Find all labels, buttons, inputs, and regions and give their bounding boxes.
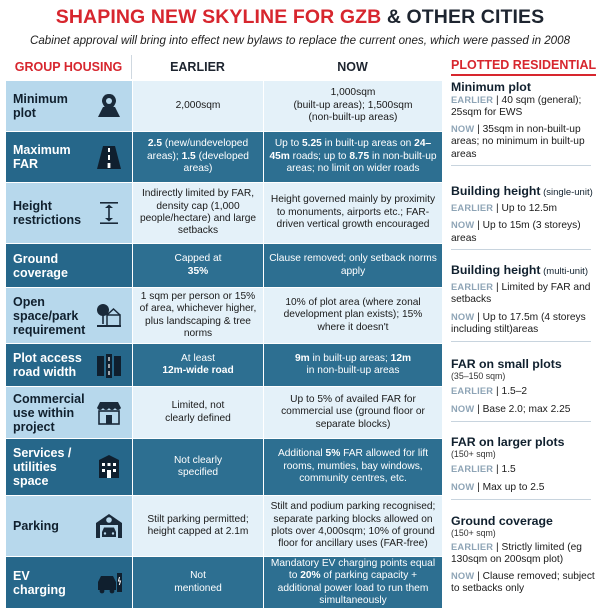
block-title-note: (multi-unit) [540, 266, 588, 277]
now-value: | Clause removed; subject to setbacks only [451, 570, 595, 595]
earlier-header: EARLIER [170, 60, 225, 74]
map-pin-icon [94, 91, 124, 121]
road-icon [94, 142, 124, 172]
now-cell [263, 244, 442, 287]
table-row [6, 387, 442, 438]
table-row [6, 244, 442, 287]
now-line [451, 311, 596, 337]
earlier-tag: EARLIER [451, 386, 494, 396]
divider [451, 421, 591, 422]
earlier-text: Limited, not clearly defined [165, 400, 231, 424]
row-label-cell [6, 244, 132, 287]
plotted-block-far-small [451, 357, 596, 422]
parking-garage-icon [94, 511, 124, 541]
earlier-value: | 1.5 [493, 464, 516, 475]
now-text: Up to 5.25 in built-up areas on 24–45m roads; up to 8.75 in non-built-up areas; no limit on wider roads [269, 138, 437, 175]
earlier-value: | 1.5–2 [493, 386, 528, 397]
now-header: NOW [337, 60, 368, 74]
row-label: Minimum plot [13, 92, 68, 120]
plotted-block-ground-coverage [451, 514, 596, 596]
row-label-cell [6, 387, 132, 438]
block-subtitle: (150+ sqm) [451, 528, 496, 538]
block-title-note: (single-unit) [540, 187, 593, 198]
table-row [6, 496, 442, 556]
earlier-line [451, 541, 596, 567]
earlier-value: | 40 sqm (general); 25sqm for EWS [451, 95, 582, 119]
earlier-cell [132, 81, 263, 131]
now-text: Up to 5% of availed FAR for commercial use (ground floor or separate blocks) [281, 393, 425, 430]
now-cell [263, 132, 442, 182]
now-line [451, 219, 596, 245]
now-tag: NOW [451, 404, 475, 415]
earlier-text: 2,000sqm [175, 99, 221, 111]
now-tag: NOW [451, 123, 475, 134]
earlier-cell [132, 183, 263, 243]
block-title [451, 263, 596, 277]
now-text: 1,000sqm (built-up areas); 1,500sqm (non-built-up areas) [293, 87, 413, 124]
block-title: FAR on larger plots [451, 435, 565, 449]
park-icon [94, 301, 124, 331]
earlier-line [451, 385, 596, 398]
divider [451, 499, 591, 500]
now-tag: NOW [451, 482, 475, 493]
block-subtitle: (35–150 sqm) [451, 371, 506, 381]
group-housing-table [6, 55, 442, 608]
earlier-text: Indirectly limited by FAR, density cap (1,000 people/hectare) and large setbacks [139, 188, 257, 237]
earlier-cell [132, 244, 263, 287]
divider [451, 249, 591, 250]
earlier-line [451, 281, 596, 307]
earlier-cell [132, 496, 263, 556]
now-text: Clause removed; only setback norms apply [269, 253, 437, 277]
row-label: Ground coverage [13, 251, 68, 280]
vertical-arrows-icon [94, 198, 124, 228]
now-cell [263, 387, 442, 438]
row-label: Parking [13, 519, 59, 533]
now-value: | Up to 17.5m (4 storeys including stilt)areas [451, 311, 586, 336]
now-line [451, 123, 596, 161]
row-label: Plot access road width [13, 351, 82, 379]
plotted-block-height-single [451, 184, 596, 250]
now-line [451, 570, 596, 596]
earlier-cell [132, 288, 263, 343]
row-label-cell [6, 183, 132, 243]
plotted-block-minimum-plot [451, 80, 596, 166]
table-row [6, 132, 442, 182]
earlier-cell [132, 344, 263, 386]
now-text: 9m in built-up areas; 12m in non-built-up areas [294, 352, 412, 376]
now-cell [263, 557, 442, 608]
row-label-cell [6, 496, 132, 556]
earlier-tag: EARLIER [451, 95, 494, 105]
block-title: Minimum plot [451, 80, 531, 94]
earlier-cell [132, 132, 263, 182]
now-cell [263, 183, 442, 243]
earlier-line [451, 463, 596, 476]
now-tag: NOW [451, 311, 475, 322]
row-label: Maximum FAR [13, 143, 71, 171]
shop-icon [94, 398, 124, 428]
now-text: Stilt and podium parking recognised; separate parking blocks allowed on plots over 4,000sqm; 10% of ground floor for ancillary uses (FAR-free) [270, 501, 436, 550]
earlier-cell [132, 387, 263, 438]
table-row [6, 81, 442, 131]
row-label: Open space/park requirement [13, 294, 86, 337]
now-text: Mandatory EV charging points equal to 20% of parking capacity + additional power load to run them simultaneously [270, 557, 436, 606]
building-services-icon [94, 452, 124, 482]
now-cell [263, 344, 442, 386]
earlier-tag: EARLIER [451, 203, 494, 213]
now-cell [263, 288, 442, 343]
now-text: 10% of plot area (where zonal development plan exists); 15% where it doesn't [283, 296, 423, 333]
block-title-text: Building height [451, 263, 541, 277]
earlier-text: At least 12m-wide road [162, 352, 234, 376]
block-title: Ground coverage [451, 514, 553, 528]
now-cell [263, 496, 442, 556]
now-tag: NOW [451, 570, 475, 581]
row-label-cell [6, 288, 132, 343]
earlier-line [451, 202, 596, 215]
row-label-cell [6, 344, 132, 386]
plotted-block-height-multi [451, 263, 596, 342]
earlier-tag: EARLIER [451, 464, 494, 474]
now-cell [263, 439, 442, 495]
table-row [6, 344, 442, 386]
row-label-cell [6, 557, 132, 608]
now-tag: NOW [451, 220, 475, 231]
row-label: EV charging [13, 568, 66, 597]
block-title [451, 184, 596, 198]
now-line [451, 403, 596, 416]
row-label: Services / utilities space [13, 446, 72, 488]
plotted-residential-panel [451, 58, 596, 76]
earlier-text: Capped at 35% [174, 253, 222, 277]
now-value: | 35sqm in non-built-up areas; no minimum in built-up areas [451, 123, 585, 160]
table-row [6, 557, 442, 608]
title-dark: & OTHER CITIES [381, 6, 545, 28]
table-row [6, 288, 442, 343]
plotted-header: PLOTTED RESIDENTIAL [451, 58, 596, 76]
title-red: SHAPING NEW SKYLINE FOR GZB [55, 6, 382, 28]
earlier-text: Stilt parking permitted; height capped at 2.1m [147, 513, 249, 537]
earlier-line [451, 94, 596, 120]
block-title-text: Building height [451, 184, 541, 198]
now-value: | Up to 15m (3 storeys) areas [451, 220, 581, 244]
earlier-value: | Up to 12.5m [493, 203, 558, 214]
row-label-cell [6, 81, 132, 131]
now-value: | Base 2.0; max 2.25 [474, 404, 571, 416]
road-buildings-icon [94, 350, 124, 380]
earlier-tag: EARLIER [451, 282, 494, 292]
row-label-cell [6, 132, 132, 182]
earlier-tag: EARLIER [451, 542, 494, 552]
row-label: Commercial use within project [13, 391, 85, 434]
now-cell [263, 81, 442, 131]
block-title: FAR on small plots [451, 357, 562, 371]
now-line [451, 481, 596, 494]
earlier-value: | Strictly limited (eg 130sqm on 200sqm plot) [451, 542, 582, 566]
earlier-text: Not mentioned [174, 570, 222, 594]
earlier-cell [132, 557, 263, 608]
group-housing-header: GROUP HOUSING [6, 55, 132, 79]
earlier-text: Not clearly specified [173, 454, 223, 478]
earlier-value: | Limited by FAR and setbacks [451, 282, 591, 306]
divider [451, 165, 591, 166]
now-value: | Max up to 2.5 [474, 482, 545, 494]
table-row [6, 183, 442, 243]
subtitle: Cabinet approval will bring into effect new bylaws to replace the current ones, which were passed in 2008 [29, 34, 571, 47]
earlier-cell [132, 439, 263, 495]
row-label: Height restrictions [13, 199, 82, 227]
plotted-block-far-large [451, 435, 596, 500]
ev-charger-icon [94, 568, 124, 598]
block-subtitle: (150+ sqm) [451, 449, 496, 459]
divider [451, 341, 591, 342]
earlier-text: 1 sqm per person or 15% of area, whichever higher, plus landscaping & tree norms [139, 290, 257, 339]
page-title [0, 6, 600, 29]
row-label-cell [6, 439, 132, 495]
earlier-text: 2.5 (new/undeveloped areas); 1.5 (developed areas) [147, 138, 249, 175]
now-text: Additional 5% FAR allowed for lift rooms, mumties, bay windows, community centres, etc. [277, 448, 429, 485]
now-text: Height governed mainly by proximity to monuments, airports etc.; FAR-driven vertical growth encouraged [270, 194, 436, 231]
table-row [6, 439, 442, 495]
